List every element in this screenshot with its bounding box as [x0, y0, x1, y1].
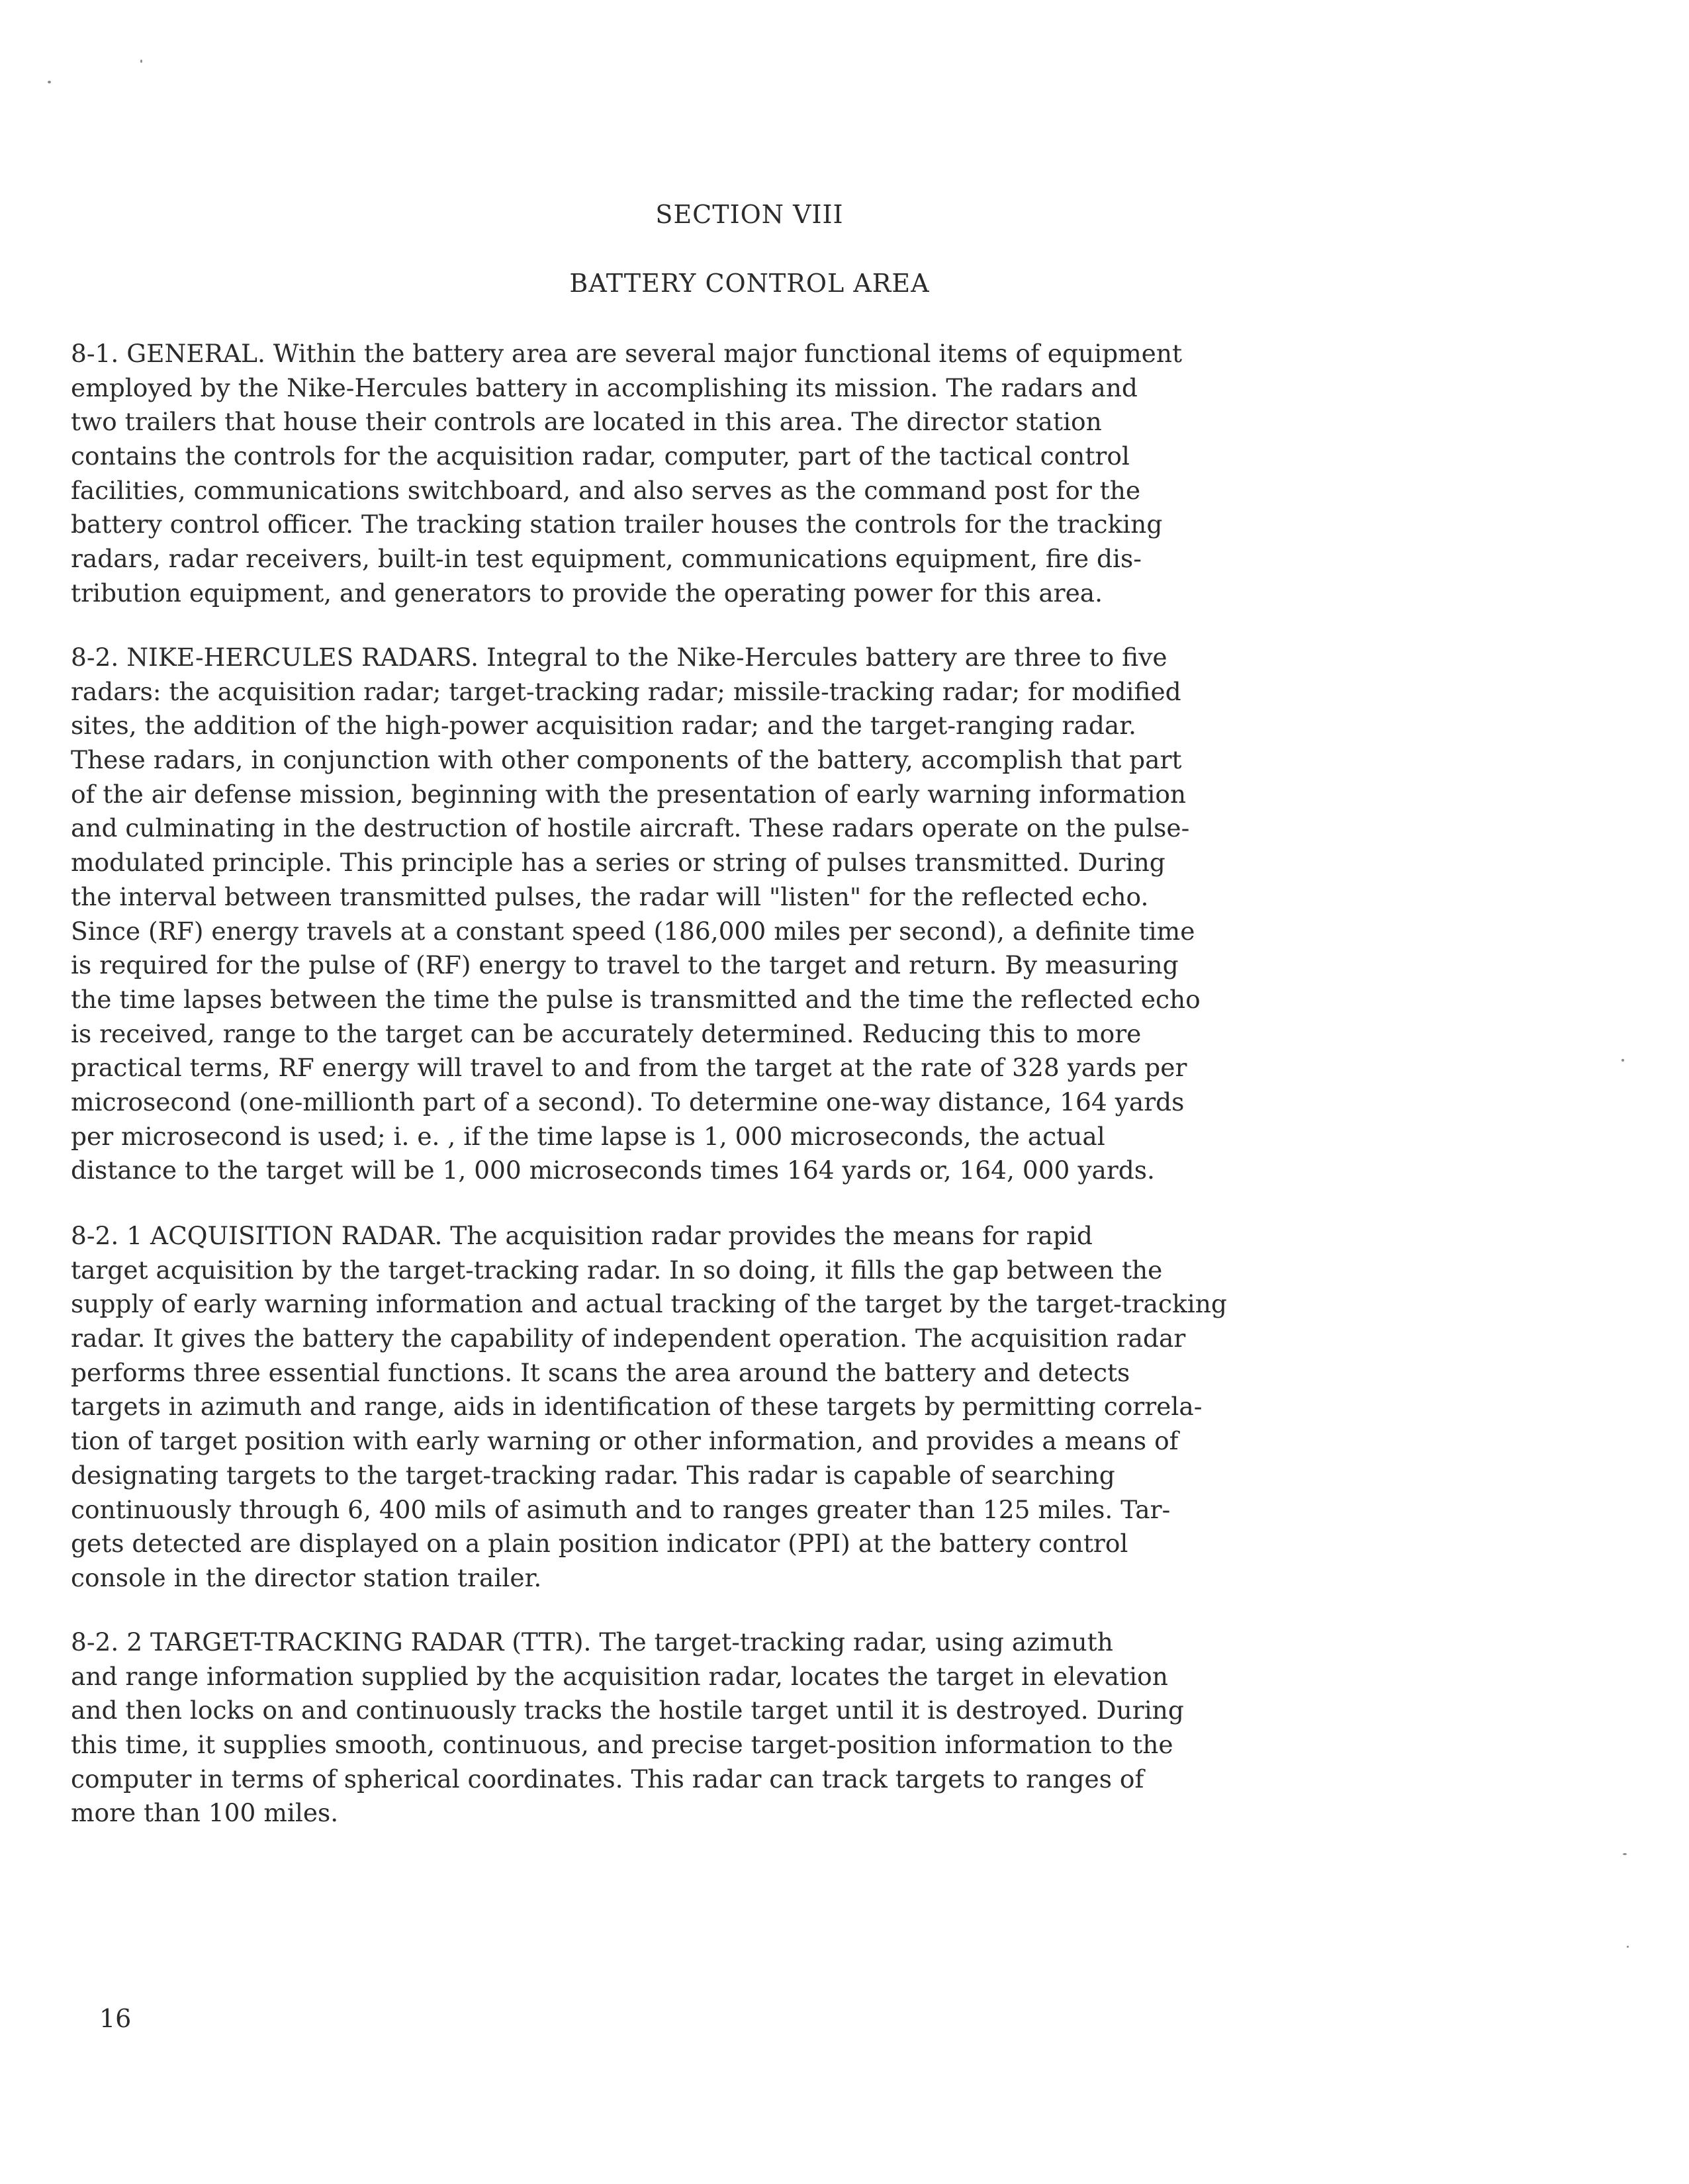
paragraph-line: target acquisition by the target-tracking radar. In so doing, it fills the gap between the: [71, 1255, 1163, 1285]
paragraph-general: [71, 337, 1474, 611]
paragraph-line: battery control officer. The tracking station trailer houses the controls for the tracking: [71, 510, 1163, 539]
paragraph-line: 8-2. 2 TARGET-TRACKING RADAR (TTR). The target-tracking radar, using azimuth: [71, 1627, 1113, 1657]
paragraph-line: microsecond (one-millionth part of a second). To determine one-way distance, 164 yards: [71, 1087, 1185, 1116]
paragraph-line: Since (RF) energy travels at a constant speed (186,000 miles per second), a definite time: [71, 916, 1195, 946]
paragraph-line: designating targets to the target-tracking radar. This radar is capable of searching: [71, 1460, 1115, 1490]
paragraph-line: of the air defense mission, beginning with the presentation of early warning information: [71, 779, 1187, 809]
paragraph-line: console in the director station trailer.: [71, 1563, 542, 1592]
paragraph-line: facilities, communications switchboard, and also serves as the command post for the: [71, 475, 1141, 505]
paragraph-line: These radars, in conjunction with other components of the battery, accomplish that part: [71, 745, 1182, 775]
paragraph-line: employed by the Nike-Hercules battery in accomplishing its mission. The radars and: [71, 373, 1138, 402]
paragraph-line: computer in terms of spherical coordinates. This radar can track targets to ranges of: [71, 1764, 1144, 1794]
paragraph-line: 8-2. NIKE-HERCULES RADARS. Integral to the Nike-Hercules battery are three to five: [71, 643, 1167, 672]
paragraph-line: supply of early warning information and actual tracking of the target by the target-tracking: [71, 1289, 1227, 1319]
paragraph-line: contains the controls for the acquisition radar, computer, part of the tactical control: [71, 441, 1130, 471]
scan-speck: [140, 60, 142, 63]
paragraph-line: distance to the target will be 1, 000 microseconds times 164 yards or, 164, 000 yards.: [71, 1156, 1155, 1185]
paragraph-line: practical terms, RF energy will travel to and from the target at the rate of 328 yards per: [71, 1053, 1187, 1083]
paragraph-line: more than 100 miles.: [71, 1798, 339, 1828]
section-title-heading: BATTERY CONTROL AREA: [569, 269, 930, 298]
scan-speck: [1623, 1853, 1627, 1855]
paragraph-line: performs three essential functions. It scans the area around the battery and detects: [71, 1357, 1130, 1387]
paragraph-line: 8-1. GENERAL. Within the battery area are several major functional items of equipment: [71, 339, 1183, 368]
paragraph-line: and culminating in the destruction of hostile aircraft. These radars operate on the pulse-: [71, 813, 1190, 843]
paragraph-line: gets detected are displayed on a plain position indicator (PPI) at the battery control: [71, 1529, 1128, 1559]
paragraph-line: two trailers that house their controls are located in this area. The director station: [71, 407, 1102, 437]
paragraph-line: and range information supplied by the acquisition radar, locates the target in elevation: [71, 1661, 1168, 1691]
paragraph-nike-hercules-radars: [71, 641, 1474, 1188]
paragraph-line: the time lapses between the time the pulse is transmitted and the time the reflected echo: [71, 984, 1201, 1014]
paragraph-line: is received, range to the target can be accurately determined. Reducing this to more: [71, 1019, 1142, 1048]
paragraph-line: per microsecond is used; i. e. , if the time lapse is 1, 000 microseconds, the actual: [71, 1121, 1105, 1151]
paragraph-line: this time, it supplies smooth, continuous, and precise target-position information to the: [71, 1730, 1173, 1760]
paragraph-line: radars: the acquisition radar; target-tracking radar; missile-tracking radar; for modified: [71, 676, 1181, 706]
paragraph-line: radar. It gives the battery the capability of independent operation. The acquisition radar: [71, 1324, 1186, 1353]
paragraph-line: is required for the pulse of (RF) energy to travel to the target and return. By measuring: [71, 950, 1179, 980]
paragraph-target-tracking-radar: [71, 1625, 1474, 1831]
paragraph-line: 8-2. 1 ACQUISITION RADAR. The acquisition radar provides the means for rapid: [71, 1221, 1093, 1250]
paragraph-line: continuously through 6, 400 mils of asimuth and to ranges greater than 125 miles. Tar-: [71, 1494, 1171, 1524]
scan-speck: [1627, 1946, 1629, 1948]
section-number-heading: SECTION VIII: [655, 200, 844, 229]
paragraph-line: tribution equipment, and generators to provide the operating power for this area.: [71, 578, 1103, 608]
paragraph-line: targets in azimuth and range, aids in identification of these targets by permitting correla-: [71, 1392, 1203, 1422]
paragraph-line: tion of target position with early warning or other information, and provides a means of: [71, 1426, 1179, 1456]
paragraph-line: radars, radar receivers, built-in test equipment, communications equipment, fire dis-: [71, 544, 1142, 574]
paragraph-line: and then locks on and continuously tracks the hostile target until it is destroyed. During: [71, 1696, 1184, 1725]
paragraph-acquisition-radar: [71, 1219, 1474, 1596]
page-number: 16: [99, 2004, 132, 2033]
scan-speck: [48, 81, 51, 83]
paragraph-line: modulated principle. This principle has a series or string of pulses transmitted. During: [71, 848, 1165, 878]
paragraph-line: the interval between transmitted pulses, the radar will "listen" for the reflected echo.: [71, 882, 1149, 911]
scan-speck: [1621, 1059, 1624, 1062]
paragraph-line: sites, the addition of the high-power acquisition radar; and the target-ranging radar.: [71, 711, 1136, 741]
